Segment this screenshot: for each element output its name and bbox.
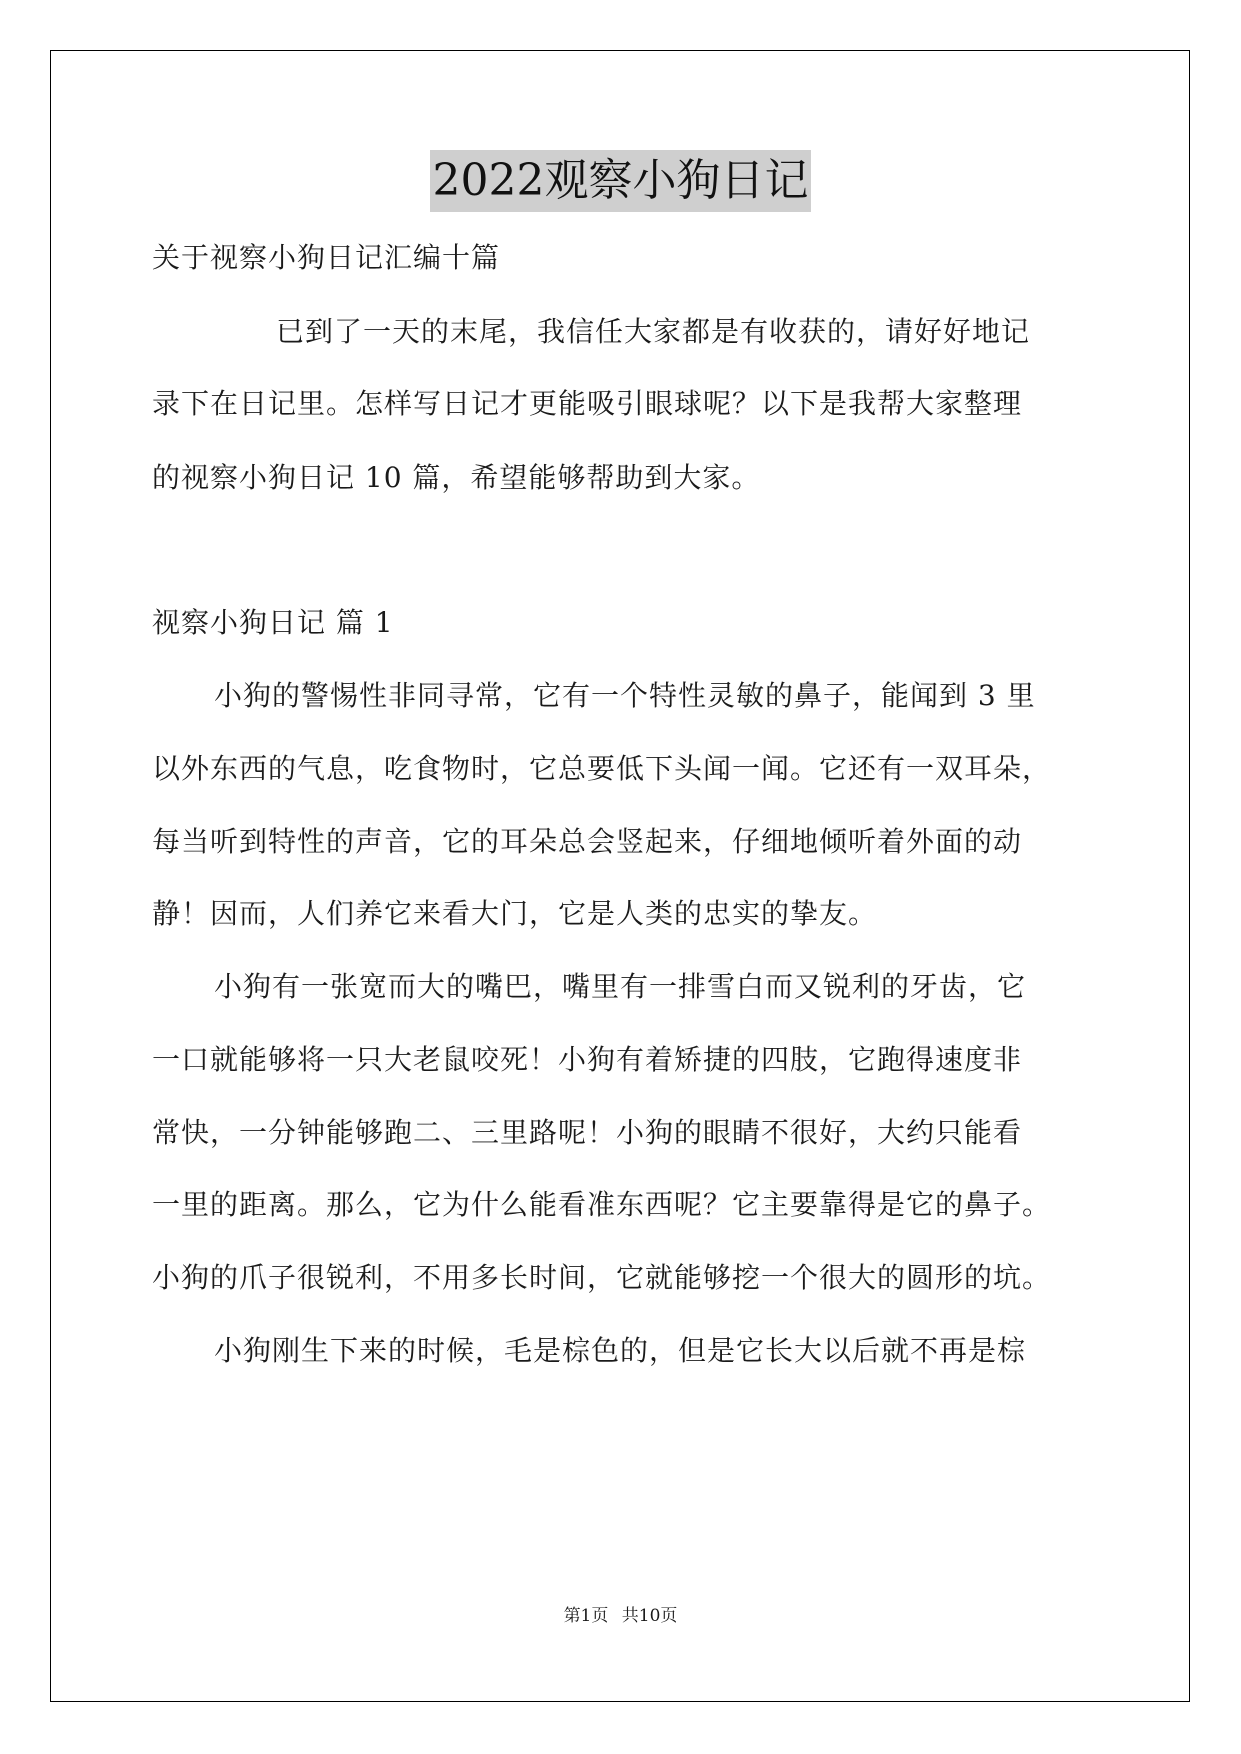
page-total: 共10页 bbox=[621, 1606, 678, 1626]
section-heading: 视察小狗日记 篇 1 bbox=[152, 606, 394, 639]
body-line: 小狗的爪子很锐利，不用多长时间，它就能够挖一个很大的圆形的坑。 bbox=[152, 1261, 1052, 1294]
document-title: 2022观察小狗日记 bbox=[430, 150, 812, 212]
body-line: 每当听到特性的声音，它的耳朵总会竖起来，仔细地倾听着外面的动 bbox=[152, 825, 1023, 858]
body-line: 小狗刚生下来的时候，毛是棕色的，但是它长大以后就不再是棕 bbox=[214, 1334, 1027, 1367]
body-line: 静！因而，人们养它来看大门，它是人类的忠实的挚友。 bbox=[152, 897, 878, 930]
document-subtitle: 关于视察小狗日记汇编十篇 bbox=[152, 241, 501, 274]
intro-line: 的视察小狗日记 10 篇，希望能够帮助到大家。 bbox=[152, 461, 761, 494]
intro-line: 录下在日记里。怎样写日记才更能吸引眼球呢？以下是我帮大家整理 bbox=[152, 387, 1023, 420]
body-line: 一口就能够将一只大老鼠咬死！小狗有着矫捷的四肢，它跑得速度非 bbox=[152, 1043, 1023, 1076]
body-line: 以外东西的气息，吃食物时，它总要低下头闻一闻。它还有一双耳朵， bbox=[152, 752, 1052, 785]
page-number: 第1页 bbox=[563, 1606, 609, 1626]
intro-line: 已到了一天的末尾，我信任大家都是有收获的，请好好地记 bbox=[276, 315, 1031, 348]
page-footer bbox=[0, 1604, 1241, 1628]
body-line: 小狗有一张宽而大的嘴巴，嘴里有一排雪白而又锐利的牙齿，它 bbox=[214, 970, 1027, 1003]
body-line: 常快，一分钟能够跑二、三里路呢！小狗的眼睛不很好，大约只能看 bbox=[152, 1116, 1023, 1149]
body-line: 小狗的警惕性非同寻常，它有一个特性灵敏的鼻子，能闻到 3 里 bbox=[214, 679, 1036, 712]
body-line: 一里的距离。那么，它为什么能看准东西呢？它主要靠得是它的鼻子。 bbox=[152, 1188, 1052, 1221]
title-container bbox=[0, 150, 1241, 212]
page-border bbox=[50, 50, 1190, 1702]
